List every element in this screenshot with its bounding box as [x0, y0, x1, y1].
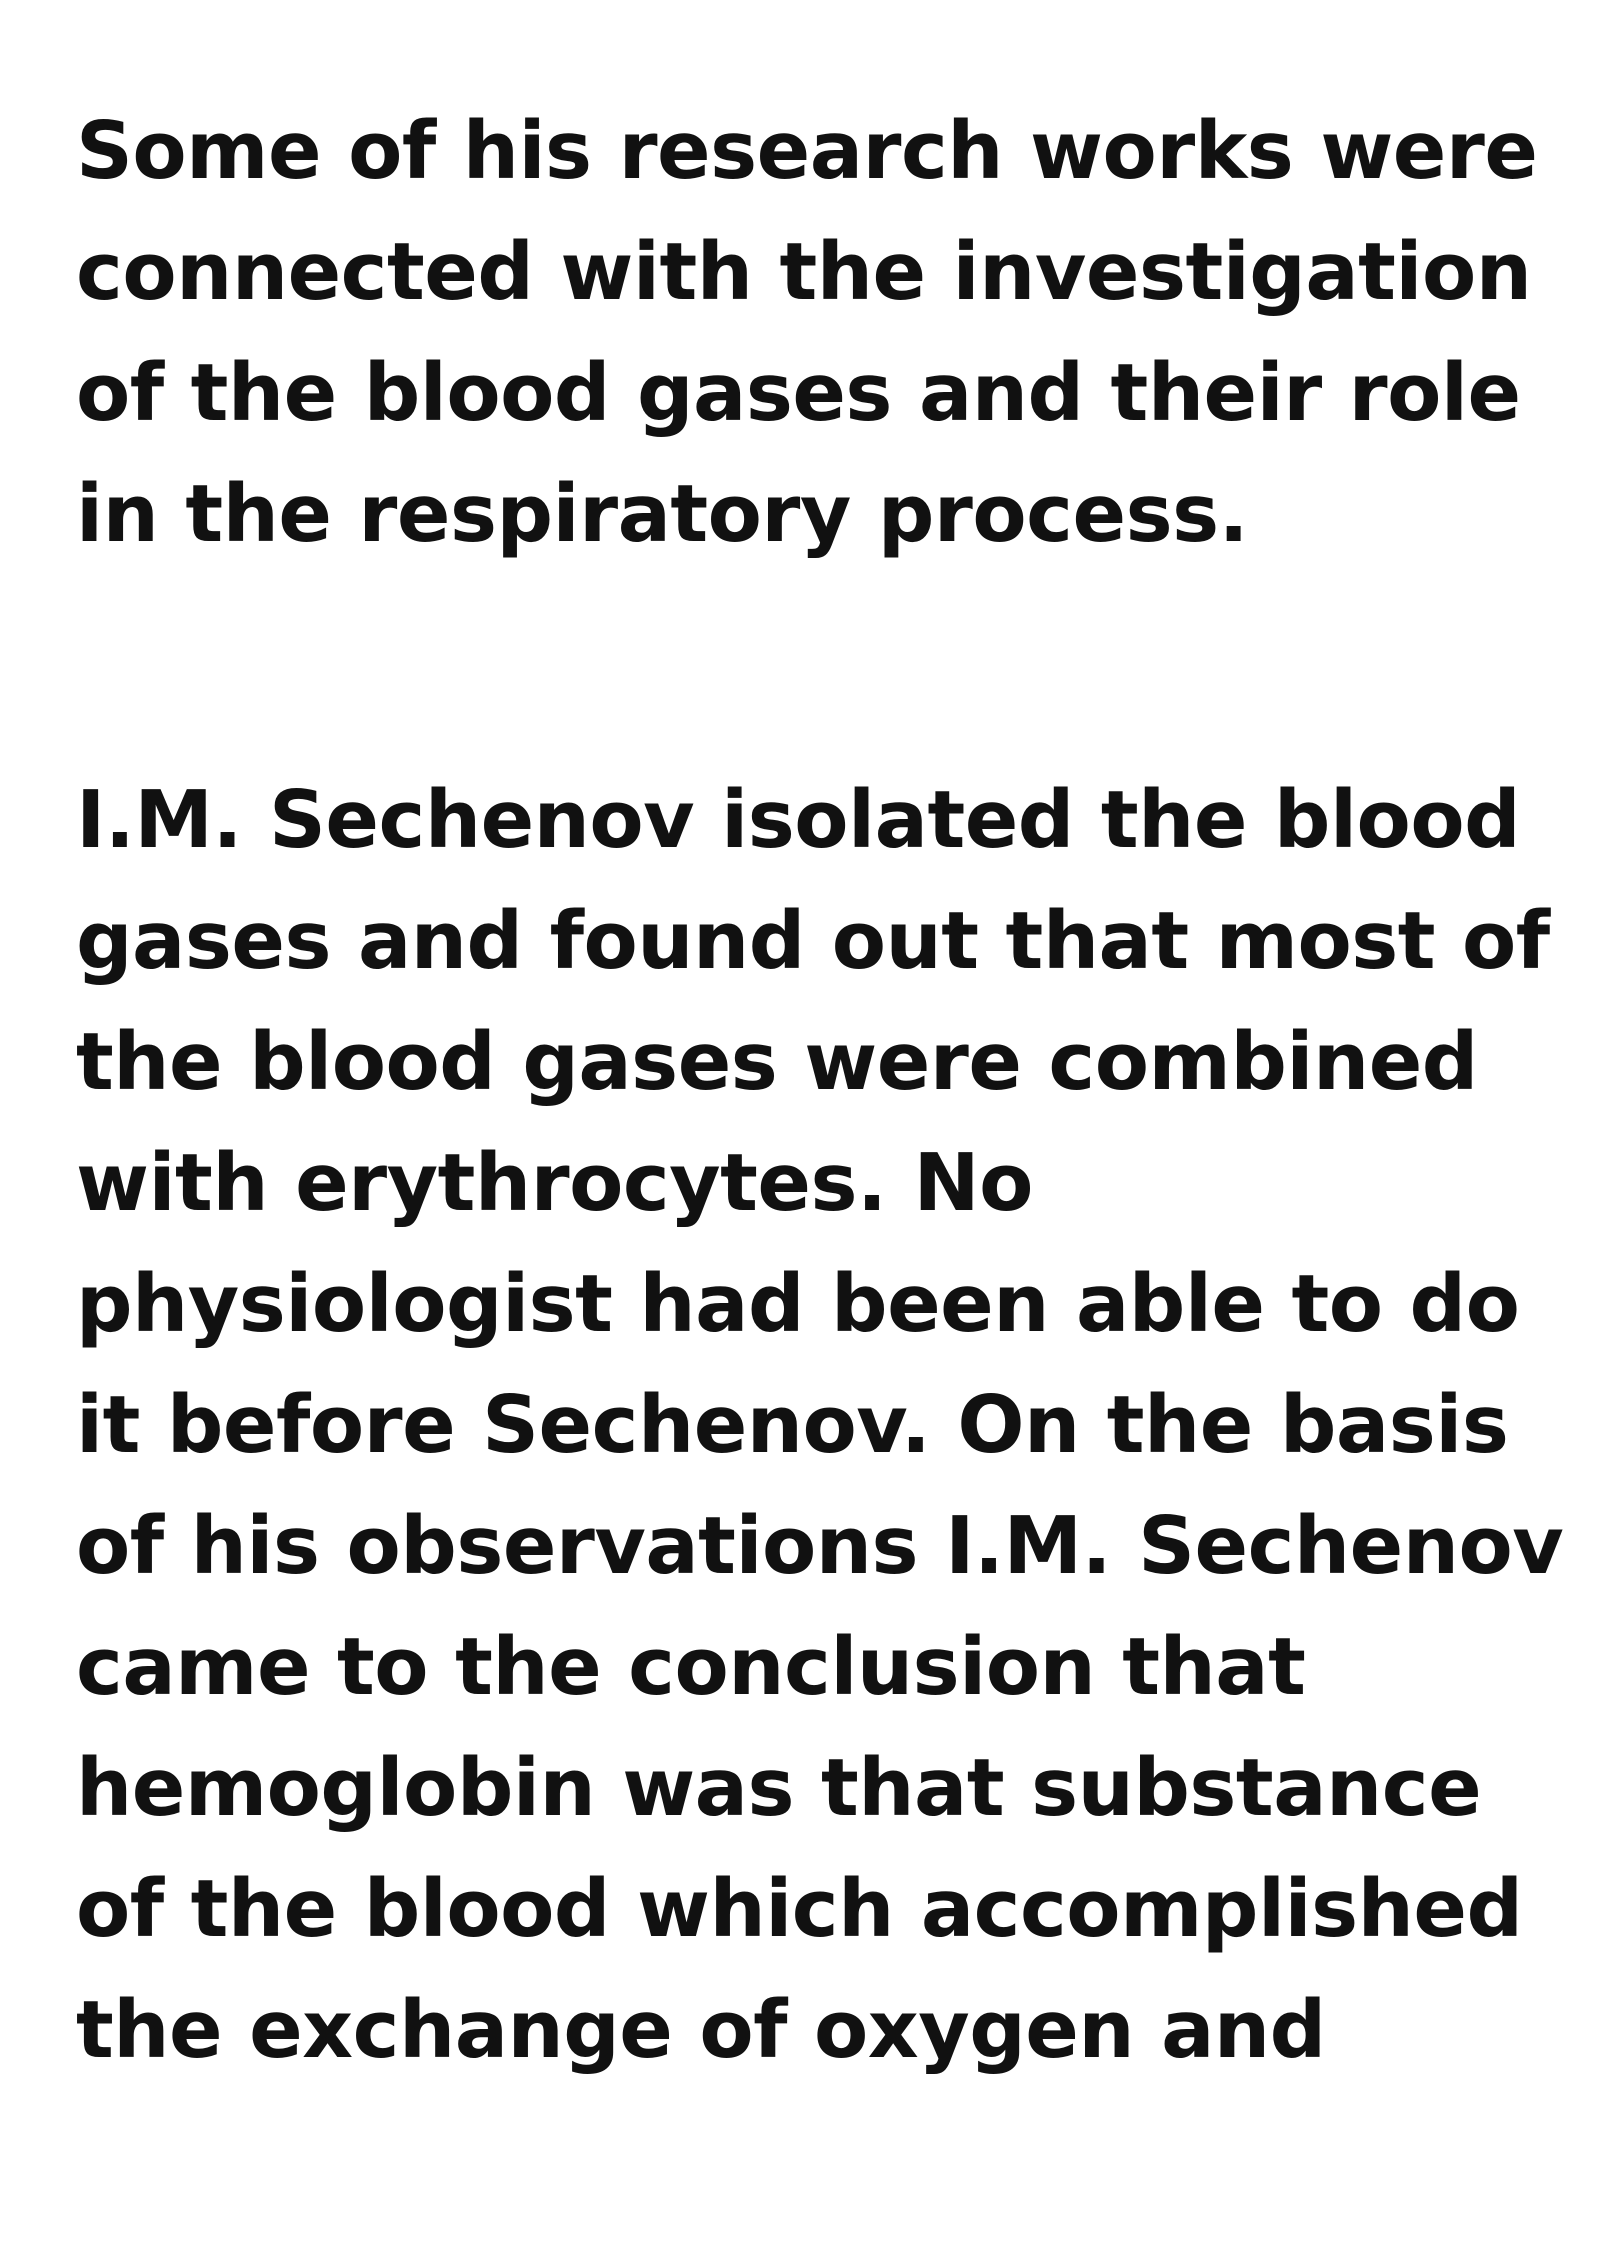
text-line: the blood gases were combined: [76, 1016, 1478, 1108]
text-line: the exchange of oxygen and: [76, 1984, 1326, 2076]
text-line: it before Sechenov. On the basis: [76, 1379, 1509, 1471]
text-line: came to the conclusion that: [76, 1621, 1306, 1713]
text-line: with erythrocytes. No: [76, 1137, 1033, 1229]
text-line: in the respiratory process.: [76, 468, 1249, 560]
text-line: Some of his research works were: [76, 105, 1538, 197]
text-line: of his observations I.M. Sechenov: [76, 1500, 1564, 1592]
paragraph-sechenov-hemoglobin: [76, 760, 1563, 2091]
text-line: gases and found out that most of: [76, 895, 1550, 987]
text-line: connected with the investigation: [76, 226, 1532, 318]
text-line: hemoglobin was that substance: [76, 1742, 1482, 1834]
text-line: physiologist had been able to do: [76, 1258, 1520, 1350]
text-line: I.M. Sechenov isolated the blood: [76, 774, 1521, 866]
text-line: of the blood gases and their role: [76, 347, 1521, 439]
paragraph-blood-gases-research: [76, 91, 1537, 575]
text-line: of the blood which accomplished: [76, 1863, 1523, 1955]
